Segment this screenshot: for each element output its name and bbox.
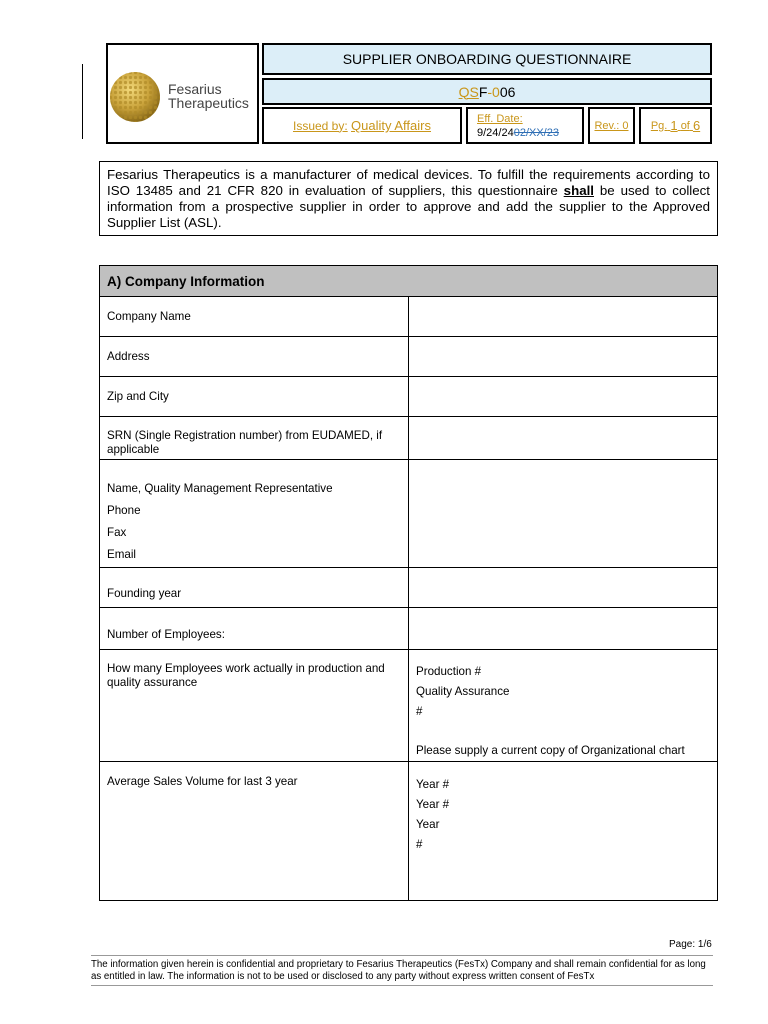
section-heading: A) Company Information bbox=[100, 266, 718, 297]
avg-sales-field[interactable] bbox=[409, 762, 718, 901]
address-field[interactable] bbox=[409, 337, 718, 377]
effective-date-cell: Eff. Date: 9/24/2402/XX/23 bbox=[466, 107, 584, 144]
logo-brand-line1: Fesarius bbox=[168, 81, 222, 97]
founding-year-label: Founding year bbox=[100, 568, 409, 608]
year3-line: Year bbox=[416, 818, 440, 831]
qa-hash-line: # bbox=[416, 705, 423, 718]
quality-assurance-line: Quality Assurance bbox=[416, 685, 510, 698]
avg-sales-label: Average Sales Volume for last 3 year bbox=[100, 762, 409, 901]
production-line: Production # bbox=[416, 665, 482, 678]
contact-field[interactable] bbox=[409, 460, 718, 568]
employees-prod-qa-label: How many Employees work actually in production and quality assurance bbox=[100, 650, 409, 762]
num-employees-label: Number of Employees: bbox=[100, 608, 409, 650]
founding-year-field[interactable] bbox=[409, 568, 718, 608]
table-row bbox=[100, 337, 718, 377]
org-chart-note: Please supply a current copy of Organizational chart bbox=[416, 744, 685, 757]
table-row bbox=[100, 266, 718, 297]
intro-paragraph: Fesarius Therapeutics is a manufacturer of medical devices. To fulfill the requirements according to ISO 13485 and 21 CFR 820 in evaluation of suppliers, this questionnaire shall be used to collect information from a prospective supplier in order to approve and add the supplier to the Approved Supplier List (ASL). bbox=[99, 161, 718, 236]
page-number-cell: Pg. 1 of 6 bbox=[639, 107, 712, 144]
contact-labels bbox=[100, 460, 409, 568]
year2-line: Year # bbox=[416, 798, 450, 811]
srn-field[interactable] bbox=[409, 417, 718, 460]
document-title: SUPPLIER ONBOARDING QUESTIONNAIRE bbox=[262, 43, 712, 75]
zip-city-field[interactable] bbox=[409, 377, 718, 417]
table-row bbox=[100, 568, 718, 608]
zip-city-label: Zip and City bbox=[100, 377, 409, 417]
fax-label: Fax bbox=[107, 526, 127, 539]
margin-change-bar bbox=[82, 64, 83, 139]
document-code: QS F - 0 06 bbox=[262, 78, 712, 105]
logo-cell bbox=[106, 43, 259, 144]
address-label: Address bbox=[100, 337, 409, 377]
year1-line: Year # bbox=[416, 778, 450, 791]
qm-name-label: Name, Quality Management Representative bbox=[107, 482, 333, 495]
revision-cell: Rev.: 0 bbox=[588, 107, 635, 144]
confidentiality-notice: The information given herein is confidential and proprietary to Fesarius Therapeutics (FesTx) Company and shall remain confidential for as long as entitled in law. The information is not to be used or disclosed to any party without express written consent of FesTx bbox=[91, 959, 706, 982]
email-label: Email bbox=[107, 548, 136, 561]
table-row bbox=[100, 460, 718, 568]
company-logo bbox=[108, 45, 257, 142]
table-row bbox=[100, 762, 718, 901]
page-indicator: Page: 1/6 bbox=[669, 939, 712, 950]
table-row bbox=[100, 417, 718, 460]
footer-divider bbox=[91, 985, 713, 986]
issued-by-cell: Issued by: Quality Affairs bbox=[262, 107, 462, 144]
srn-label: SRN (Single Registration number) from EUDAMED, if applicable bbox=[100, 417, 409, 460]
employees-prod-qa-field[interactable] bbox=[409, 650, 718, 762]
table-row bbox=[100, 650, 718, 762]
num-employees-field[interactable] bbox=[409, 608, 718, 650]
footer-divider bbox=[91, 955, 713, 956]
logo-brand-line2: Therapeutics bbox=[168, 95, 249, 111]
table-row bbox=[100, 377, 718, 417]
table-row bbox=[100, 608, 718, 650]
company-information-table bbox=[99, 265, 718, 901]
phone-label: Phone bbox=[107, 504, 141, 517]
company-name-label: Company Name bbox=[100, 297, 409, 337]
company-name-field[interactable] bbox=[409, 297, 718, 337]
year3-hash-line: # bbox=[416, 838, 423, 851]
table-row bbox=[100, 297, 718, 337]
